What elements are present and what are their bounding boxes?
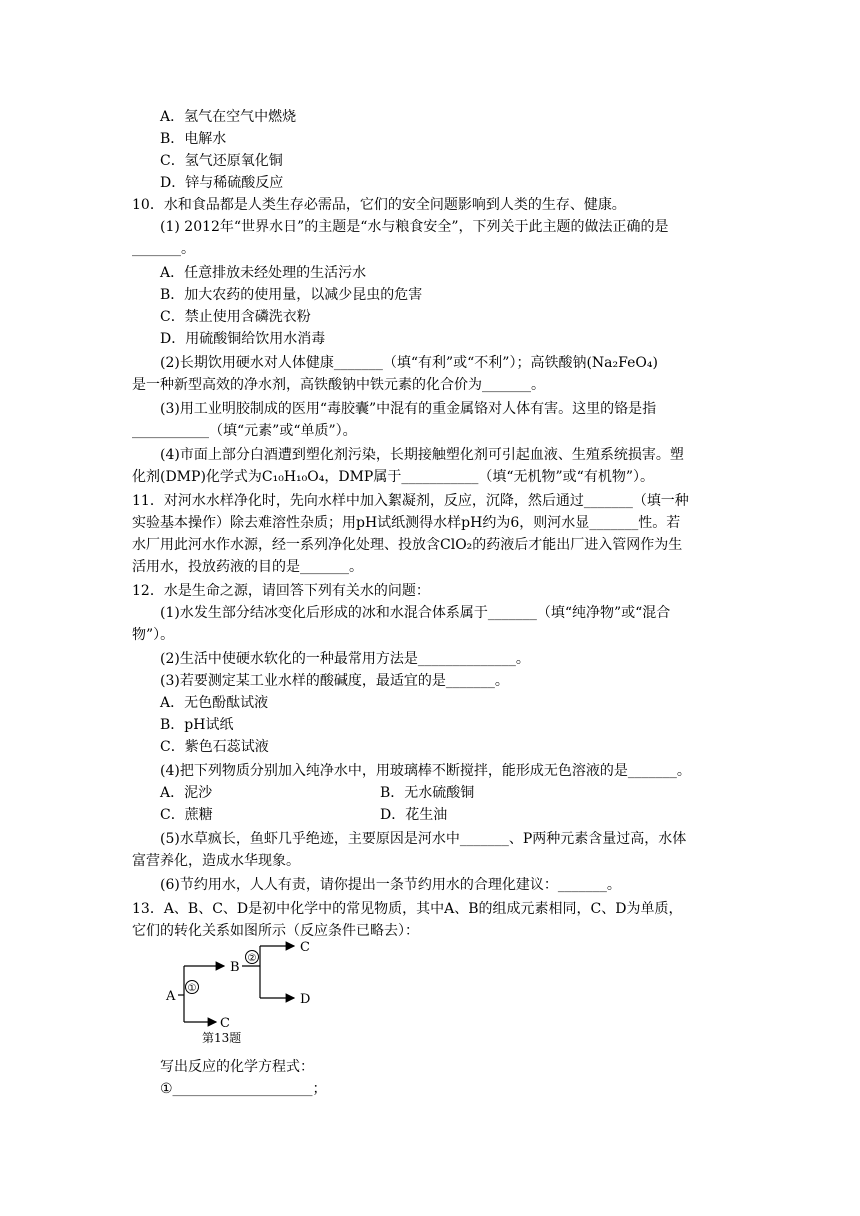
q10-option-b: B．加大农药的使用量，以减少昆虫的危害 [160, 287, 423, 303]
q12-option-a: A．无色酚酞试液 [160, 695, 269, 711]
q12-part1-cont: 物”）。 [132, 627, 175, 643]
q12-p4-option-a: A．泥沙 [160, 785, 213, 801]
q13-cont: 它们的转化关系如图所示（反应条件已略去）： [132, 923, 419, 939]
option-a: A．氢气在空气中燃烧 [160, 109, 297, 125]
node-b: B [230, 960, 240, 975]
q12-option-c: C．紫色石蕊试液 [160, 739, 269, 755]
step2-label: ② [247, 953, 257, 964]
node-a: A [166, 989, 176, 1004]
q10-part3: (3)用工业明胶制成的医用“毒胶囊”中混有的重金属铬对人体有害。这里的铬是指 [160, 401, 657, 417]
figure-caption: 第13题 [202, 1031, 242, 1045]
step1-label: ① [187, 983, 197, 994]
node-d: D [300, 992, 311, 1007]
q10-option-c: C．禁止使用含磷洗衣粉 [160, 309, 311, 325]
question-10: 10．水和食品都是人类生存必需品，它们的安全问题影响到人类的生存、健康。 [132, 197, 626, 213]
node-c-bottom: C [220, 1016, 230, 1031]
q12-part5: (5)水草疯长，鱼虾几乎绝迹，主要原因是河水中_______、P两种元素含量过高，水体 [160, 831, 687, 847]
q10-part3-cont: ___________（填“元素”或“单质”）。 [132, 423, 357, 439]
q12-part5-cont: 富营养化，造成水华现象。 [132, 853, 300, 869]
q12-p4-option-d: D．花生油 [380, 807, 448, 823]
option-c: C．氢气还原氧化铜 [160, 153, 283, 169]
option-b: B．电解水 [160, 131, 227, 147]
q12-option-b: B．pH试纸 [160, 717, 234, 733]
q10-part2-cont: 是一种新型高效的净水剂，高铁酸钠中铁元素的化合价为_______。 [132, 377, 545, 393]
q12-part3: (3)若要测定某工业水样的酸碱度，最适宜的是_______。 [160, 673, 509, 689]
q11-cont3: 活用水，投放药液的目的是_______。 [132, 559, 363, 575]
question-11: 11．对河水水样净化时，先向水样中加入絮凝剂，反应，沉降，然后通过_______（填一种 [132, 493, 689, 509]
q10-part2: (2)长期饮用硬水对人体健康_______（填“有利”或“不利”）；高铁酸钠(Na₂FeO₄) [160, 355, 658, 371]
equation-1-blank: ①____________________； [160, 1081, 327, 1097]
q12-p4-option-c: C．蔗糖 [160, 807, 213, 823]
q12-p4-option-b: B．无水硫酸铜 [380, 785, 475, 801]
q12-part2: (2)生活中使硬水软化的一种最常用方法是______________。 [160, 651, 530, 667]
question-13: 13．A、B、C、D是初中化学中的常见物质，其中A、B的组成元素相同，C、D为单质， [132, 901, 683, 917]
q12-part4: (4)把下列物质分别加入纯净水中，用玻璃棒不断搅拌，能形成无色溶液的是_______。 [160, 763, 691, 779]
reaction-diagram [160, 940, 340, 1046]
q10-part1: (1) 2012年“世界水日”的主题是“水与粮食安全”，下列关于此主题的做法正确的是 [160, 219, 669, 235]
write-equations-prompt: 写出反应的化学方程式： [160, 1059, 314, 1075]
q10-option-a: A．任意排放未经处理的生活污水 [160, 265, 367, 281]
q10-part1-blank: _______。 [132, 241, 195, 257]
q11-cont2: 水厂用此河水作水源，经一系列净化处理、投放含ClO₂的药液后才能出厂进入管网作为生 [132, 537, 683, 553]
q10-part4: (4)市面上部分白酒遭到塑化剂污染，长期接触塑化剂可引起血液、生殖系统损害。塑 [160, 447, 684, 463]
option-d: D．锌与稀硫酸反应 [160, 175, 284, 191]
q12-part6: (6)节约用水，人人有责，请你提出一条节约用水的合理化建议：_______。 [160, 877, 621, 893]
q12-part1: (1)水发生部分结冰变化后形成的冰和水混合体系属于_______（填“纯净物”或“混合 [160, 605, 671, 621]
question-12: 12．水是生命之源，请回答下列有关水的问题： [132, 583, 430, 599]
node-c-top: C [300, 940, 310, 955]
q10-option-d: D．用硫酸铜给饮用水消毒 [160, 331, 326, 347]
q11-cont1: 实验基本操作）除去难溶性杂质；用pH试纸测得水样pH约为6，则河水显_______性。若 [132, 515, 681, 531]
q10-part4-cont: 化剂(DMP)化学式为C₁₀H₁₀O₄，DMP属于___________（填“无机物”或“有机物”）。 [132, 469, 654, 485]
